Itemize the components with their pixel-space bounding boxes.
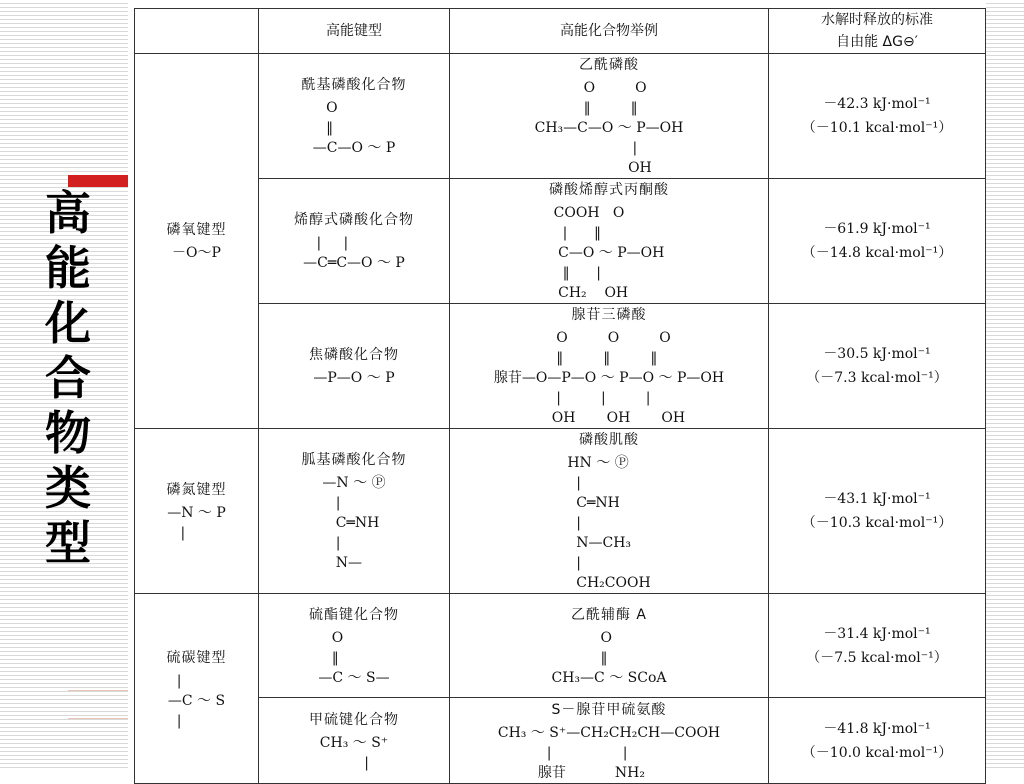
table-row: [135, 304, 986, 429]
dg-kcal: （－10.3 kcal·mol⁻¹）: [801, 515, 953, 531]
example-name: 腺苷三磷酸: [571, 307, 647, 323]
title-char: 高: [45, 186, 91, 240]
slide-title: [38, 186, 98, 571]
example-name: S－腺苷甲硫氨酸: [551, 701, 667, 718]
free-energy-cell: [769, 698, 986, 784]
bond-name: 胍基磷酸化合物: [301, 452, 407, 468]
example-name: 乙酰磷酸: [579, 57, 639, 73]
dg-kcal: （－14.8 kcal·mol⁻¹）: [801, 245, 953, 261]
header-category: [135, 9, 259, 54]
bond-formula: O ‖ —C—O ～ P: [312, 100, 396, 156]
table-row: [135, 429, 986, 594]
free-energy-cell: [769, 304, 986, 429]
title-char: 化: [45, 296, 91, 350]
category-name: 磷氧键型: [166, 222, 227, 238]
example-formula: O ‖ CH₃—C ～ SCoA: [551, 629, 667, 686]
title-char: 能: [45, 241, 91, 295]
example-formula: HN ～ Ⓟ | C═NH | N—CH₃ | CH₂COOH: [567, 455, 651, 591]
title-char: 类: [45, 461, 91, 515]
example-formula: O O O ‖ ‖ ‖ 腺苷—O—P—O ～ P—O ～ P—OH | | | OH OH OH: [493, 330, 725, 426]
bond-name: 甲硫键化合物: [309, 711, 399, 728]
bond-name: 硫酯键化合物: [309, 606, 399, 623]
example-cell: [450, 698, 769, 784]
category-name: 硫碳键型: [166, 649, 227, 666]
header-example: 高能化合物举例: [450, 9, 769, 54]
category-name: 磷氮键型: [166, 482, 227, 498]
free-energy-cell: [769, 179, 986, 304]
bond-cell: [259, 179, 450, 304]
example-formula: CH₃ ～ S⁺—CH₂CH₂CH—COOH | | 腺苷 NH₂: [497, 724, 721, 781]
scanned-document: [128, 0, 986, 781]
bond-cell: [259, 54, 450, 179]
bond-cell: [259, 698, 450, 784]
dg-kcal: （－10.0 kcal·mol⁻¹）: [801, 744, 953, 761]
example-name: 磷酸肌酸: [579, 432, 639, 448]
example-cell: [450, 429, 769, 594]
high-energy-compounds-table: [134, 8, 986, 784]
example-name: 磷酸烯醇式丙酮酸: [549, 182, 669, 198]
table-row: [135, 54, 986, 179]
category-formula: －O～P: [172, 245, 221, 261]
divider-line: [68, 690, 128, 691]
dg-kj: －43.1 kJ·mol⁻¹: [823, 491, 931, 507]
bond-name: 烯醇式磷酸化合物: [294, 212, 414, 228]
right-stripe-pattern: [986, 0, 1024, 768]
example-cell: [450, 54, 769, 179]
dg-kcal: （－10.1 kcal·mol⁻¹）: [801, 120, 953, 136]
category-cell: [135, 54, 259, 429]
example-formula: COOH O | ‖ C—O ～ P—OH ‖ | CH₂ OH: [553, 205, 665, 301]
dg-kj: －31.4 kJ·mol⁻¹: [823, 625, 931, 642]
category-cell: [135, 594, 259, 784]
table-row: [135, 594, 986, 698]
bond-formula: O ‖ —C ～ S—: [318, 629, 390, 686]
category-cell: [135, 429, 259, 594]
bond-formula: | | —C═C—O ～ P: [303, 235, 405, 271]
table-row: [135, 698, 986, 784]
example-name: 乙酰辅酶 A: [570, 606, 648, 623]
title-char: 型: [45, 516, 91, 570]
dg-kj: －61.9 kJ·mol⁻¹: [823, 221, 931, 237]
title-char: 物: [45, 406, 91, 460]
dg-kj: －41.8 kJ·mol⁻¹: [823, 720, 931, 737]
example-formula: O O ‖ ‖ CH₃—C—O ～ P—OH | OH: [534, 80, 684, 176]
title-char: 合: [45, 351, 91, 405]
example-cell: [450, 179, 769, 304]
category-formula: —N ～ P |: [167, 505, 226, 541]
bond-name: 焦磷酸化合物: [309, 347, 399, 363]
bond-name: 酰基磷酸化合物: [301, 77, 407, 93]
table-header-row: [135, 9, 986, 54]
table-row: [135, 179, 986, 304]
header-free-energy: [769, 9, 986, 54]
header-dg-line2: 自由能 ΔG⊖′: [836, 34, 918, 50]
bond-formula: —N ～ Ⓟ | C═NH | N—: [322, 475, 386, 571]
free-energy-cell: [769, 594, 986, 698]
category-formula: | —C ～ S |: [167, 672, 226, 729]
example-cell: [450, 304, 769, 429]
free-energy-cell: [769, 429, 986, 594]
bond-cell: [259, 304, 450, 429]
bond-formula: CH₃ ～ S⁺ |: [319, 734, 389, 771]
bond-cell: [259, 594, 450, 698]
dg-kj: －42.3 kJ·mol⁻¹: [823, 96, 931, 112]
example-cell: [450, 594, 769, 698]
divider-line: [68, 718, 128, 719]
bond-cell: [259, 429, 450, 594]
dg-kcal: （－7.5 kcal·mol⁻¹）: [806, 649, 948, 666]
free-energy-cell: [769, 54, 986, 179]
dg-kj: －30.5 kJ·mol⁻¹: [823, 346, 931, 362]
dg-kcal: （－7.3 kcal·mol⁻¹）: [806, 370, 948, 386]
bond-formula: —P—O ～ P: [313, 370, 395, 386]
header-dg-line1: 水解时释放的标准: [821, 12, 933, 28]
header-bond-type: 高能键型: [259, 9, 450, 54]
